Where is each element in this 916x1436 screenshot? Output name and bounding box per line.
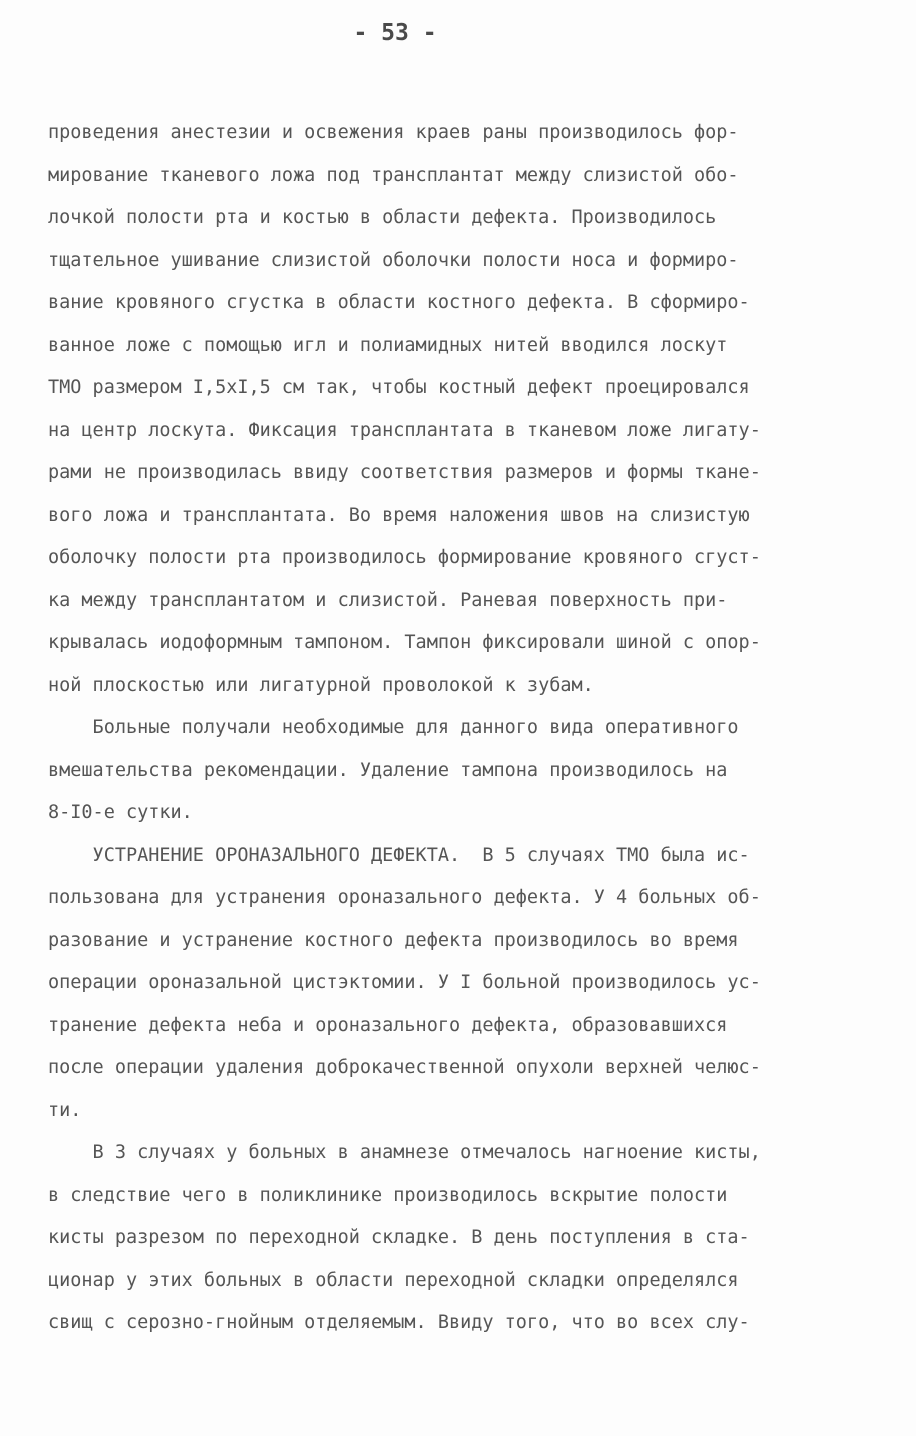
text-line: в следствие чего в поликлинике производилось вскрытие полости [48,1184,728,1206]
text-line: пользована для устранения ороназального дефекта. У 4 больных об- [48,887,761,908]
text-line: вмешательства рекомендации. Удаление тампона производилось на [48,759,728,781]
text-line: кисты разрезом по переходной складке. В день поступления в ста- [48,1227,750,1248]
text-line: вание кровяного сгустка в области костного дефекта. В сформиро- [48,292,750,313]
text-line: транение дефекта неба и ороназального дефекта, образовавшихся [48,1014,728,1036]
text-line: свищ с серозно-гнойным отделяемым. Ввиду того, что во всех слу- [48,1312,750,1333]
text-line: ной плоскостью или лигатурной проволокой к зубам. [48,674,594,696]
text-line: мирование тканевого ложа под трансплантат между слизистой обо- [48,164,739,186]
text-line: крывалась иодоформным тампоном. Тампон фиксировали шиной с опор- [48,632,761,653]
body-text [48,112,878,1345]
text-line: проведения анестезии и освежения краев раны производилось фор- [48,122,739,143]
text-line: ванное ложе с помощью игл и полиамидных нитей вводился лоскут [48,334,728,356]
text-line: на центр лоскута. Фиксация трансплантата в тканевом ложе лигату- [48,419,761,441]
text-line: УСТРАНЕНИЕ ОРОНАЗАЛЬНОГО ДЕФЕКТА. В 5 случаях ТМО была ис- [48,844,750,866]
text-line: разование и устранение костного дефекта производилось во время [48,929,739,951]
text-line: вого ложа и трансплантата. Во время наложения швов на слизистую [48,504,750,526]
text-line: лочкой полости рта и костью в области дефекта. Производилось [48,207,717,228]
text-line: ТМО размером I,5xI,5 см так, чтобы костный дефект проецировался [48,377,750,398]
text-line: ционар у этих больных в области переходной складки определялся [48,1269,739,1291]
text-line: ка между трансплантатом и слизистой. Раневая поверхность при- [48,589,728,611]
text-line: тщательное ушивание слизистой оболочки полости носа и формиро- [48,249,739,271]
text-line: рами не производилась ввиду соответствия размеров и формы ткане- [48,462,761,483]
text-line: ти. [48,1099,82,1121]
text-line: Больные получали необходимые для данного вида оперативного [48,717,739,738]
text-line: операции ороназальной цистэктомии. У I больной производилось ус- [48,972,761,993]
page-number: - 53 - [353,20,437,46]
text-line: В 3 случаях у больных в анамнезе отмечалось нагноение кисты, [48,1142,761,1163]
text-line: после операции удаления доброкачественной опухоли верхней челюс- [48,1057,761,1078]
text-line: оболочку полости рта производилось формирование кровяного сгуст- [48,547,761,568]
text-line: 8-I0-е сутки. [48,802,193,823]
